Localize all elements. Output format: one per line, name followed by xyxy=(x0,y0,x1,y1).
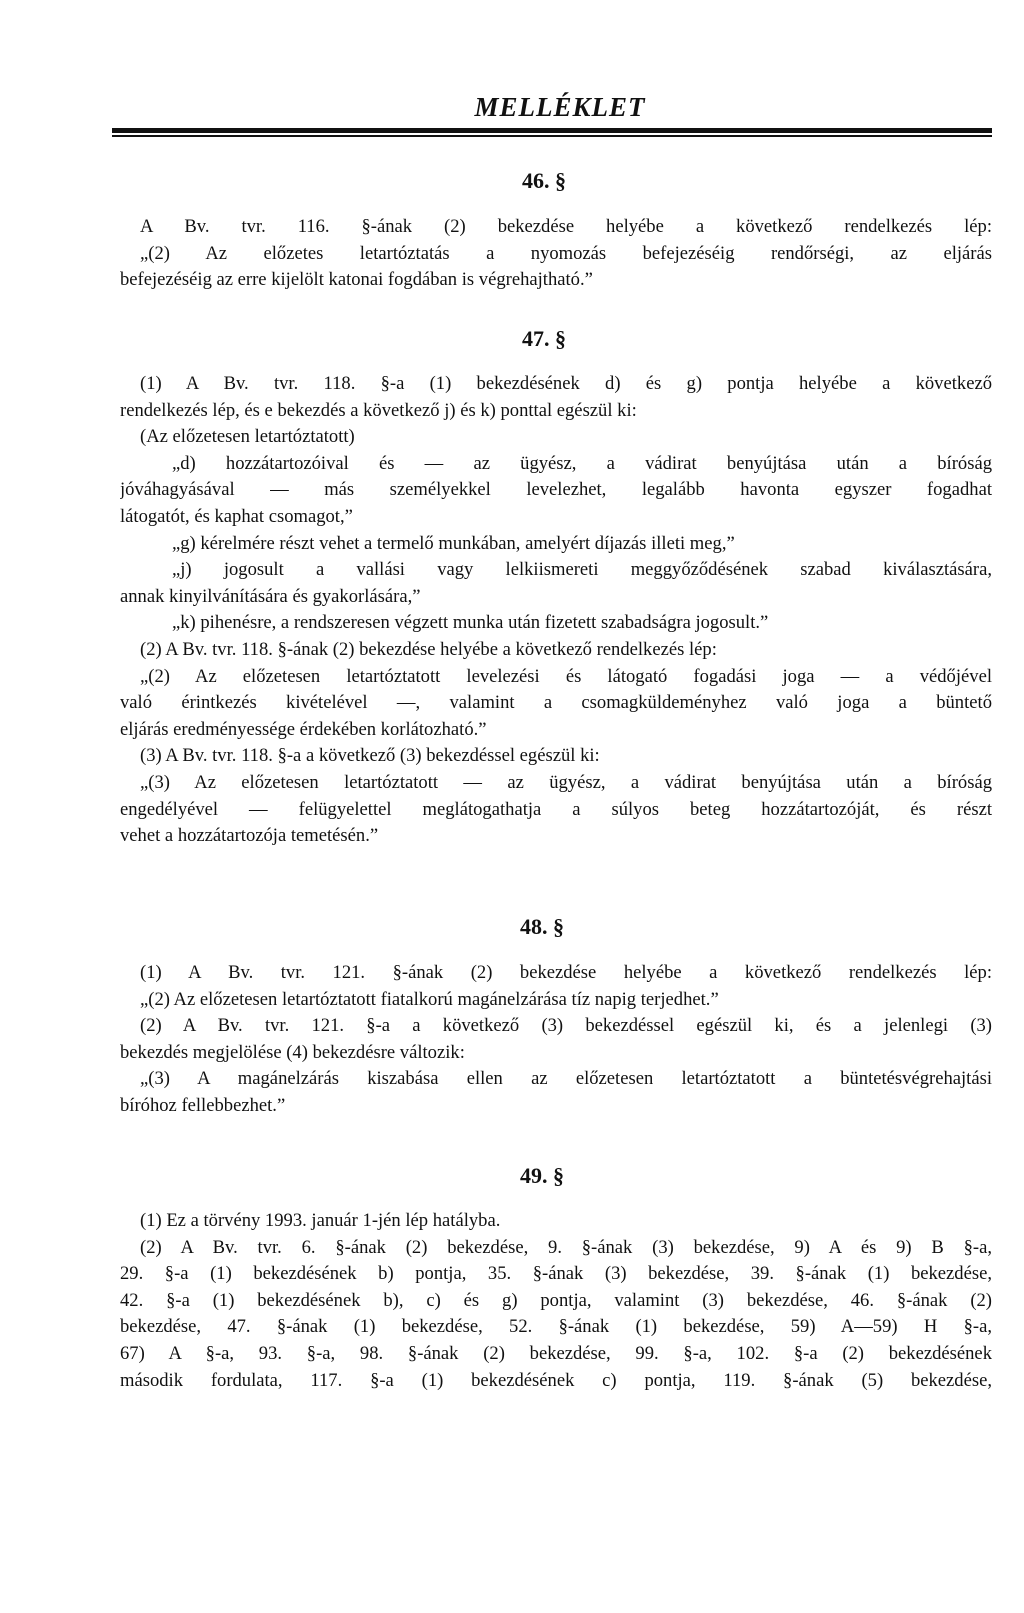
section-heading-48: 48. § xyxy=(520,914,564,939)
paragraph-line: rendelkezés lép, és e bekezdés a következő j) és k) ponttal egészül ki: xyxy=(120,399,637,421)
paragraph-line: „(2) Az előzetesen letartóztatott fiatalkorú magánelzárása tíz napig terjedhet.” xyxy=(140,988,719,1010)
paragraph-line: (1) A Bv. tvr. 121. §-ának (2) bekezdése helyébe a következő rendelkezés lép: xyxy=(140,962,992,983)
paragraph-line: (2) A Bv. tvr. 121. §-a a következő (3) bekezdéssel egészül ki, és a jelenlegi (3) xyxy=(140,1015,992,1037)
paragraph-line: 29. §-a (1) bekezdésének b) pontja, 35. §-ának (3) bekezdése, 39. §-ának (1) bekezdése, xyxy=(120,1263,992,1285)
section-heading-49: 49. § xyxy=(520,1163,564,1188)
paragraph-line: engedélyével — felügyelettel meglátogathatja a súlyos beteg hozzátartozóját, és részt xyxy=(120,798,992,820)
paragraph-line: látogatót, és kaphat csomagot,” xyxy=(120,505,353,527)
section-body-46 xyxy=(120,214,992,294)
paragraph-line: „j) jogosult a vallási vagy lelkiismereti meggyőződésének szabad kiválasztására, xyxy=(172,559,992,581)
paragraph-line: 42. §-a (1) bekezdésének b), c) és g) pontja, valamint (3) bekezdése, 46. §-ának (2) xyxy=(120,1289,992,1311)
section-body-47 xyxy=(120,371,992,850)
paragraph-line: vehet a hozzátartozója temetésén.” xyxy=(120,825,379,847)
paragraph-line: bíróhoz fellebbezhet.” xyxy=(120,1094,286,1116)
paragraph-line: (1) Ez a törvény 1993. január 1-jén lép hatályba. xyxy=(140,1210,501,1231)
paragraph-line: eljárás eredményessége érdekében korlátozható.” xyxy=(120,718,487,740)
paragraph-line: (2) A Bv. tvr. 118. §-ának (2) bekezdése helyébe a következő rendelkezés lép: xyxy=(140,638,717,660)
paragraph-line: A Bv. tvr. 116. §-ának (2) bekezdése helyébe a következő rendelkezés lép: xyxy=(140,216,992,237)
paragraph-line: „d) hozzátartozóival és — az ügyész, a vádirat benyújtása után a bíróság xyxy=(172,452,992,474)
section-heading-46: 46. § xyxy=(522,168,566,193)
section-body-48 xyxy=(120,960,992,1120)
paragraph-line: „(3) A magánelzárás kiszabása ellen az előzetesen letartóztatott a büntetésvégrehajtási xyxy=(140,1068,992,1090)
paragraph-line: „k) pihenésre, a rendszeresen végzett munka után fizetett szabadságra jogosult.” xyxy=(172,612,769,634)
paragraph-line: (3) A Bv. tvr. 118. §-a a következő (3) bekezdéssel egészül ki: xyxy=(140,745,600,767)
paragraph-line: „(3) Az előzetesen letartóztatott — az ügyész, a vádirat benyújtása után a bíróság xyxy=(140,771,992,793)
paragraph-line: jóváhagyásával — más személyekkel levelezhet, legalább havonta egyszer fogadhat xyxy=(120,479,992,501)
paragraph-line: való érintkezés kivételével —, valamint a csomagküldeményhez való joga a büntető xyxy=(120,692,992,714)
paragraph-line: bekezdés megjelölése (4) bekezdésre változik: xyxy=(120,1041,465,1063)
section-heading-47: 47. § xyxy=(522,326,566,351)
paragraph-line: második fordulata, 117. §-a (1) bekezdésének c) pontja, 119. §-ának (5) bekezdése, xyxy=(120,1369,992,1391)
paragraph-line: bekezdése, 47. §-ának (1) bekezdése, 52. §-ának (1) bekezdése, 59) A—59) H §-a, xyxy=(120,1316,992,1338)
header-rule xyxy=(112,128,992,133)
paragraph-line: 67) A §-a, 93. §-a, 98. §-ának (2) bekezdése, 99. §-a, 102. §-a (2) bekezdésének xyxy=(120,1342,992,1364)
paragraph-line: befejezéséig az erre kijelölt katonai fogdában is végrehajtható.” xyxy=(120,269,593,291)
paragraph-line: „g) kérelmére részt vehet a termelő munkában, amelyért díjazás illeti meg,” xyxy=(172,532,735,554)
annex-title: MELLÉKLET xyxy=(474,92,646,122)
paragraph-line: „(2) Az előzetesen letartóztatott levelezési és látogató fogadási joga — a védőjével xyxy=(140,665,992,687)
paragraph-line: (Az előzetesen letartóztatott) xyxy=(140,426,355,448)
section-body-49 xyxy=(120,1208,992,1394)
paragraph-line: annak kinyilvánítására és gyakorlására,” xyxy=(120,585,421,607)
paragraph-line: (1) A Bv. tvr. 118. §-a (1) bekezdésének d) és g) pontja helyébe a következő xyxy=(140,373,992,394)
header-rule-thin xyxy=(112,135,992,137)
paragraph-line: (2) A Bv. tvr. 6. §-ának (2) bekezdése, 9. §-ának (3) bekezdése, 9) A és 9) B §-a, xyxy=(140,1236,992,1258)
paragraph-line: „(2) Az előzetes letartóztatás a nyomozás befejezéséig rendőrségi, az eljárás xyxy=(140,242,992,264)
